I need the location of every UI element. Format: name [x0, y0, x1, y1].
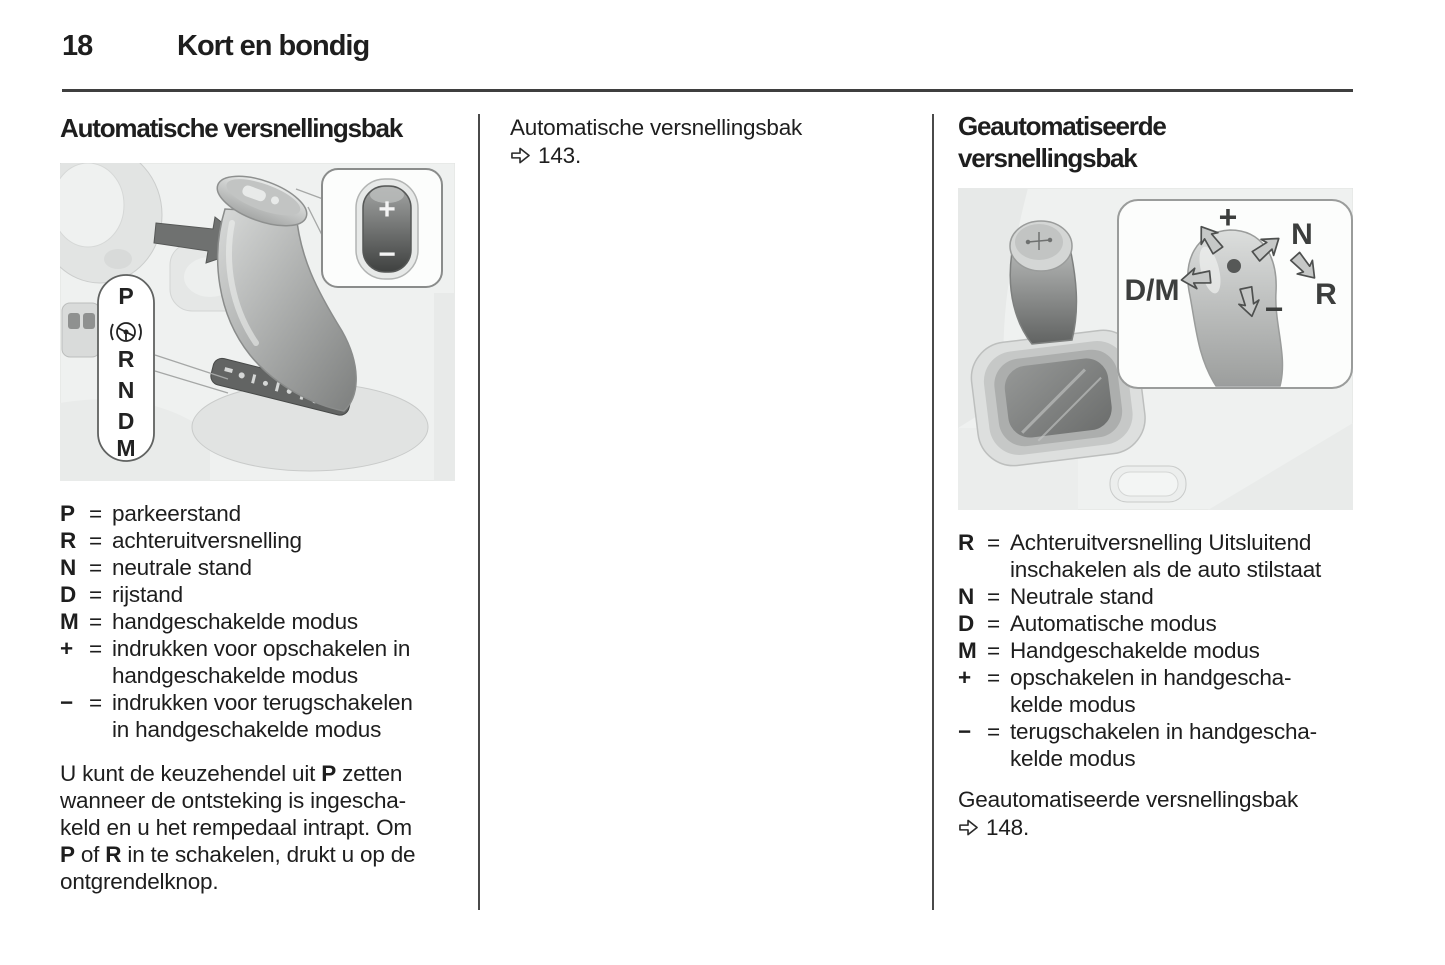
rocker-plus-label: +	[378, 193, 396, 226]
automated-transmission-illustration	[958, 188, 1353, 510]
legend-text: handgeschakelde modus	[112, 663, 358, 688]
shift-pattern-inset	[1118, 199, 1352, 388]
legend-equals: =	[89, 528, 102, 553]
plus-minus-inset	[322, 169, 442, 287]
legend-row	[958, 637, 1362, 664]
legend-text: achteruitversnelling	[112, 528, 302, 553]
legend-text: terugschakelen in handgescha-	[1010, 719, 1317, 744]
legend-key: D	[958, 611, 975, 636]
legend-equals: =	[89, 690, 102, 715]
legend-key: D	[60, 582, 77, 607]
legend-row	[60, 500, 460, 527]
legend-key: M	[60, 609, 79, 634]
automatic-transmission-illustration	[60, 163, 455, 481]
legend-text: Automatische modus	[1010, 611, 1217, 636]
legend-automated-transmission	[958, 529, 1362, 772]
pattern-center-dot	[1227, 259, 1241, 273]
legend-text: indrukken voor terugschakelen	[112, 690, 413, 715]
legend-row	[958, 610, 1362, 637]
legend-text: Handgeschakelde modus	[1010, 638, 1260, 663]
column-divider	[932, 114, 934, 910]
callout-label-r: R	[117, 346, 135, 372]
legend-text: indrukken voor opschakelen in	[112, 636, 411, 661]
legend-equals: =	[89, 609, 102, 634]
legend-row	[60, 608, 460, 635]
reference-arrow-icon	[510, 144, 531, 163]
legend-key: M	[958, 638, 977, 663]
legend-equals: =	[987, 719, 1000, 744]
legend-text: inschakelen als de auto stilstaat	[1010, 557, 1322, 582]
page-number: 18	[62, 30, 93, 62]
pattern-label-plus: +	[1218, 199, 1238, 235]
legend-key-plus: +	[60, 636, 73, 661]
legend-text: rijstand	[112, 582, 183, 607]
legend-row	[60, 554, 460, 581]
callout-label-m: M	[116, 435, 136, 461]
legend-text: handgeschakelde modus	[112, 609, 358, 634]
legend-key-plus: +	[958, 665, 971, 690]
heading-line: versnellingsbak	[958, 143, 1137, 173]
rocker-minus-label: −	[378, 238, 396, 271]
legend-text: in handgeschakelde modus	[112, 717, 382, 742]
legend-automatic-transmission	[60, 500, 460, 743]
legend-equals: =	[89, 555, 102, 580]
legend-equals: =	[987, 611, 1000, 636]
legend-text: neutrale stand	[112, 555, 252, 580]
callout-label-d: D	[117, 408, 135, 434]
legend-equals: =	[987, 665, 1000, 690]
legend-key: N	[60, 555, 77, 580]
legend-row	[958, 664, 1362, 718]
legend-key-minus: −	[958, 719, 971, 744]
cross-reference-automated	[958, 786, 1298, 841]
legend-row	[60, 581, 460, 608]
legend-equals: =	[89, 582, 102, 607]
heading-line: Geautomatiseerde	[958, 111, 1166, 141]
legend-key: R	[958, 530, 975, 555]
legend-equals: =	[89, 501, 102, 526]
legend-row	[958, 583, 1362, 610]
legend-text: Achteruitversnelling Uitsluitend	[1010, 530, 1312, 555]
cross-reference-label: Geautomatiseerde versnellingsbak	[958, 787, 1299, 812]
legend-text: kelde modus	[1010, 692, 1136, 717]
reference-page-number: 148.	[986, 814, 1029, 840]
reference-page-number: 143.	[538, 142, 581, 168]
pattern-label-r: R	[1315, 278, 1337, 311]
legend-key: P	[60, 501, 75, 526]
legend-equals: =	[987, 638, 1000, 663]
legend-text: parkeerstand	[112, 501, 241, 526]
legend-row	[60, 527, 460, 554]
figure-automated-transmission	[958, 188, 1353, 510]
reference-arrow-icon	[958, 816, 979, 835]
legend-equals: =	[987, 584, 1000, 609]
legend-row	[958, 529, 1362, 583]
legend-text: opschakelen in handgescha-	[1010, 665, 1292, 690]
legend-key: R	[60, 528, 77, 553]
legend-row	[958, 718, 1362, 772]
paragraph-line: wanneer de ontsteking is ingescha-	[60, 788, 406, 813]
legend-equals: =	[987, 530, 1000, 555]
section-heading-automatic-transmission: Automatische versnellingsbak	[60, 113, 403, 143]
callout-label-p: P	[118, 283, 134, 309]
figure-automatic-transmission	[60, 163, 455, 481]
pattern-label-n: N	[1291, 218, 1313, 251]
cross-reference-label: Automatische versnellingsbak	[510, 115, 803, 140]
legend-row	[60, 635, 460, 689]
gear-position-callout	[98, 275, 154, 461]
gear-knob	[1010, 221, 1076, 344]
pattern-label-minus: −	[1264, 291, 1284, 327]
paragraph-line: U kunt de keuzehendel uit P zetten	[60, 761, 403, 786]
section-heading-automated-transmission	[958, 110, 1166, 174]
chapter-title: Kort en bondig	[177, 30, 370, 62]
legend-equals: =	[89, 636, 102, 661]
paragraph-line: keld en u het rempedaal intrapt. Om	[60, 815, 412, 840]
pattern-label-dm: D/M	[1124, 274, 1180, 307]
legend-key-minus: −	[60, 690, 73, 715]
callout-label-n: N	[117, 377, 135, 403]
paragraph-line: P of R in te schakelen, drukt u op de	[60, 842, 416, 867]
paragraph-selector-release	[60, 760, 415, 895]
cross-reference-automatic	[510, 114, 802, 169]
door-switch-icon	[62, 303, 100, 357]
header-rule	[62, 89, 1353, 92]
legend-row	[60, 689, 460, 743]
paragraph-line: ontgrendelknop.	[60, 869, 219, 894]
legend-key: N	[958, 584, 975, 609]
legend-text: Neutrale stand	[1010, 584, 1154, 609]
console-handle	[1110, 466, 1186, 502]
column-divider	[478, 114, 480, 910]
legend-text: kelde modus	[1010, 746, 1136, 771]
